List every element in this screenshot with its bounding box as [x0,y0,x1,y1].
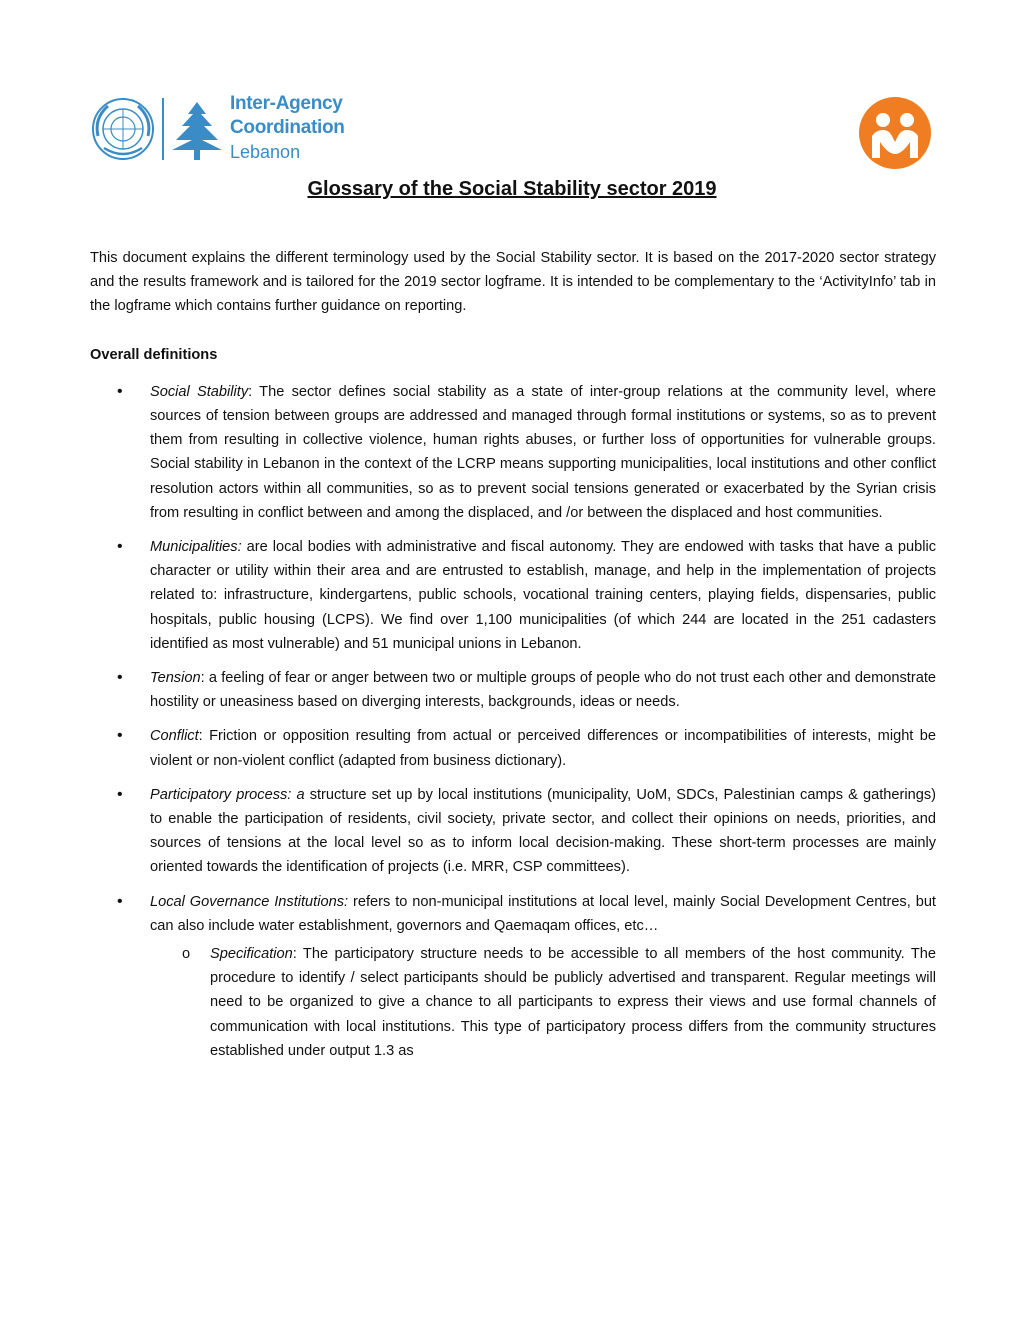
definition-term: Tension [150,670,201,687]
logo-divider [162,98,164,160]
logo-line-1: Inter-Agency [230,93,343,114]
definition-item [90,380,936,525]
sub-definitions-list [150,942,936,1063]
logo-line-3: Lebanon [230,142,301,162]
definition-term: Social Stability [150,383,249,400]
definition-term: Conflict [150,728,199,745]
social-stability-sector-logo-icon [858,96,932,170]
definition-text: : a feeling of fear or anger between two or multiple groups of people who do not trust each other and demonstrate hostility or uneasiness based on diverging interests, backgrounds, ideas or needs. [150,670,936,711]
page-title: Glossary of the Social Stability sector 2019 [307,178,717,200]
un-emblem-icon [90,96,156,162]
section-heading: Overall definitions [90,346,218,363]
sub-definition-term: Specification [210,946,293,963]
definition-text: refers to non-municipal institutions at local level, mainly Social Development Centres, but can also include water establishment, governors and Qaemaqam offices, etc… [150,893,936,934]
definition-item [90,724,936,772]
logo-line-2: Coordination [230,117,345,138]
definition-term: Participatory process: a [150,786,305,803]
definitions-list [90,380,936,1063]
definition-term: Local Governance Institutions: [150,893,349,910]
cedar-tree-icon [170,100,224,162]
definition-item [90,535,936,656]
definition-text: are local bodies with administrative and fiscal autonomy. They are endowed with tasks that have a public character or utility within their area and are entrusted to establish, manage, and help in the implementation of projects related to: infrastructure, kindergartens, public schools, vocational training centers, playing fields, dispensaries, public hospitals, public housing (LCPS). We find over 1,100 municipalities (of which 244 are located in the 251 cadasters identified as most vulnerable) and 51 municipal unions in Lebanon. [150,539,936,652]
definition-text: structure set up by local institutions (municipality, UoM, SDCs, Palestinian camps & gatherings) to enable the participation of residents, civil society, private sector, and collect their opinions on needs, priorities, and sources of tensions at the local level so as to inform local decision-making. These short-term processes are mainly oriented towards the identification of projects (i.e. MRR, CSP committees). [150,786,936,876]
intro-paragraph: This document explains the different terminology used by the Social Stability sector. It is based on the 2017-2020 sector strategy and the results framework and is tailored for the 2019 sector logframe. It is intended to be complementary to the ‘ActivityInfo’ tab in the logframe which contains further guidance on reporting. [90,250,936,315]
definition-text: : Friction or opposition resulting from actual or perceived differences or incompatibilities of interests, might be violent or non-violent conflict (adapted from business dictionary). [150,728,936,769]
definition-item [90,890,936,1063]
sub-definition-item [150,942,936,1063]
definition-item [90,783,936,880]
iac-logo-text [230,92,345,164]
definition-text: : The sector defines social stability as a state of inter-group relations at the community level, where sources of tension between groups are addressed and managed through formal institutions or systems, so as to prevent them from resulting in collective violence, human rights abuses, or further loss of opportunities for vulnerable groups. Social stability in Lebanon in the context of the LCRP means supporting municipalities, local institutions and other conflict resolution actors within all communities, so as to prevent social tensions generated or exacerbated by the Syrian crisis from resulting in conflict between and among the displaced, and /or between the displaced and host communities. [150,383,936,521]
document-body [90,246,936,1073]
definition-item [90,666,936,714]
sub-definition-text: : The participatory structure needs to be accessible to all members of the host community. The procedure to identify / select participants should be publicly advertised and transparent. Regular meetings will need to be organized to give a chance to all participants to express their views and use formal channels of communication with local institutions. This type of participatory process differs from the community structures established under output 1.3 as [210,946,936,1059]
page-header [90,92,934,172]
definition-term: Municipalities: [150,539,242,556]
